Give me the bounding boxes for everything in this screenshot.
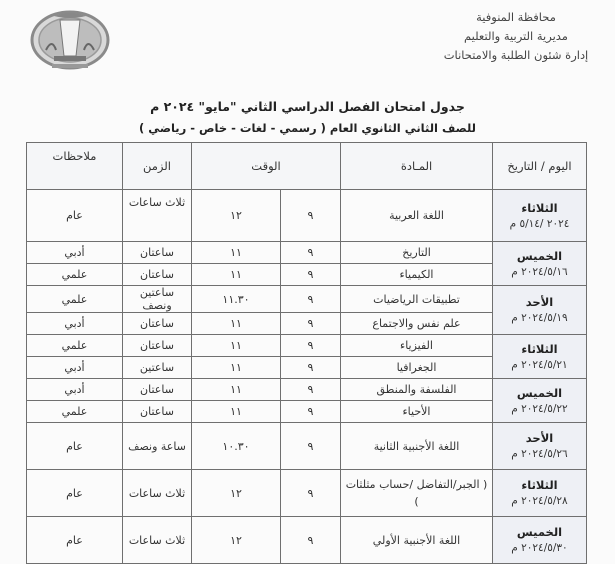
day-date-cell [493, 335, 587, 379]
subject-cell: الكيمياء [341, 264, 493, 286]
header-day-date: اليوم / التاريخ [493, 143, 587, 190]
table-row [27, 470, 587, 517]
table-row [27, 242, 587, 264]
table-row [27, 379, 587, 401]
duration-cell: ثلاث ساعات [123, 517, 192, 564]
exam-date: ٢٠٢٤ /٥/١٤ م [509, 217, 570, 230]
duration-cell: ساعتان [123, 313, 192, 335]
header-time: الوقت [192, 143, 341, 190]
subject-cell: تطبيقات الرياضيات [341, 286, 493, 313]
table-header-row [27, 143, 587, 190]
end-time-cell: ١١ [192, 242, 281, 264]
duration-cell: ساعة ونصف [123, 423, 192, 470]
day-date-cell [493, 286, 587, 335]
start-time-cell: ٩ [281, 401, 341, 423]
exam-date: ٢٠٢٤/٥/١٩ م [511, 312, 568, 324]
duration-cell: ساعتان [123, 379, 192, 401]
start-time-cell: ٩ [281, 335, 341, 357]
governorate-name: محافظة المنوفية [476, 10, 556, 24]
notes-cell: أدبي [27, 357, 123, 379]
start-time-cell: ٩ [281, 286, 341, 313]
notes-cell: عام [27, 517, 123, 564]
notes-cell: عام [27, 423, 123, 470]
start-time-cell: ٩ [281, 357, 341, 379]
header-subject: المـادة [341, 143, 493, 190]
subject-cell: الفلسفة والمنطق [341, 379, 493, 401]
subject-cell: اللغة الأجنبية الثانية [341, 423, 493, 470]
organization-header [431, 8, 601, 65]
notes-cell: علمي [27, 401, 123, 423]
start-time-cell: ٩ [281, 470, 341, 517]
day-date-cell [493, 379, 587, 423]
end-time-cell: ١١.٣٠ [192, 286, 281, 313]
duration-cell: ثلاث ساعات [123, 470, 192, 517]
notes-cell: علمي [27, 286, 123, 313]
end-time-cell: ١١ [192, 357, 281, 379]
end-time-cell: ١١ [192, 264, 281, 286]
directorate-name: مديرية التربية والتعليم [464, 29, 568, 43]
subject-cell: ( الجبر/التفاضل /حساب مثلثات ) [341, 470, 493, 517]
day-name: الخميس [516, 385, 563, 400]
end-time-cell: ١١ [192, 379, 281, 401]
header-notes: ملاحظات [27, 143, 123, 190]
day-name: الأحد [525, 295, 554, 309]
exam-date: ٢٠٢٤/٥/٢٢ م [511, 402, 568, 415]
exam-date: ٢٠٢٤/٥/٢١ م [511, 358, 568, 371]
exam-date: ٢٠٢٤/٥/٣٠ م [511, 542, 568, 554]
day-date-cell [493, 423, 587, 470]
duration-cell: ساعتين [123, 357, 192, 379]
subject-cell: الفيزياء [341, 335, 493, 357]
exam-schedule-table [26, 142, 587, 564]
day-name: الثلاثاء [521, 341, 558, 356]
start-time-cell: ٩ [281, 423, 341, 470]
table-row [27, 286, 587, 313]
day-date-cell [493, 242, 587, 286]
end-time-cell: ١٢ [192, 190, 281, 242]
start-time-cell: ٩ [281, 379, 341, 401]
day-date-cell [493, 470, 587, 517]
subject-cell: الأحياء [341, 401, 493, 423]
duration-cell: ساعتان [123, 242, 192, 264]
exam-date: ٢٠٢٤/٥/٢٨ م [511, 495, 568, 507]
day-name: الخميس [516, 525, 563, 539]
day-date-cell [493, 190, 587, 242]
start-time-cell: ٩ [281, 517, 341, 564]
start-time-cell: ٩ [281, 190, 341, 242]
start-time-cell: ٩ [281, 313, 341, 335]
table-row [27, 190, 587, 242]
subject-cell: علم نفس والاجتماع [341, 313, 493, 335]
exam-date: ٢٠٢٤/٥/١٦ م [511, 265, 568, 278]
subject-cell: اللغة الأجنبية الأولي [341, 517, 493, 564]
table-row [27, 423, 587, 470]
day-name: الثلاثاء [521, 478, 558, 492]
end-time-cell: ١١ [192, 401, 281, 423]
header-duration: الزمن [123, 143, 192, 190]
duration-cell: ساعتان [123, 264, 192, 286]
emblem-icon [30, 6, 110, 74]
start-time-cell: ٩ [281, 242, 341, 264]
notes-cell: عام [27, 190, 123, 242]
notes-cell: عام [27, 470, 123, 517]
day-name: الأحد [525, 431, 554, 445]
subject-cell: الجغرافيا [341, 357, 493, 379]
start-time-cell: ٩ [281, 264, 341, 286]
table-row [27, 517, 587, 564]
department-name: إدارة شئون الطلبة والامتحانات [443, 48, 589, 62]
exam-date: ٢٠٢٤/٥/٢٦ م [511, 448, 568, 460]
table-row [27, 335, 587, 357]
duration-cell: ساعتان [123, 335, 192, 357]
document-subtitle: للصف الثاني الثانوي العام ( رسمي - لغات - خاص - رياضي ) [138, 121, 476, 135]
notes-cell: علمي [27, 264, 123, 286]
day-date-cell [493, 517, 587, 564]
document-title: جدول امتحان الفصل الدراسي الثاني "مايو" ٢٠٢٤ م [150, 99, 465, 114]
subject-cell: اللغة العربية [341, 190, 493, 242]
duration-cell: ثلاث ساعات [123, 190, 192, 242]
end-time-cell: ١١ [192, 335, 281, 357]
education-emblem-logo [30, 6, 110, 74]
duration-cell: ساعتان [123, 401, 192, 423]
notes-cell: أدبي [27, 313, 123, 335]
duration-cell: ساعتين ونصف [123, 286, 192, 313]
day-name: الخميس [516, 248, 563, 263]
subject-cell: التاريخ [341, 242, 493, 264]
notes-cell: علمي [27, 335, 123, 357]
end-time-cell: ١٢ [192, 517, 281, 564]
end-time-cell: ١٠.٣٠ [192, 423, 281, 470]
day-name: الثلاثاء [521, 200, 558, 215]
end-time-cell: ١١ [192, 313, 281, 335]
notes-cell: أدبي [27, 242, 123, 264]
notes-cell: أدبي [27, 379, 123, 401]
end-time-cell: ١٢ [192, 470, 281, 517]
